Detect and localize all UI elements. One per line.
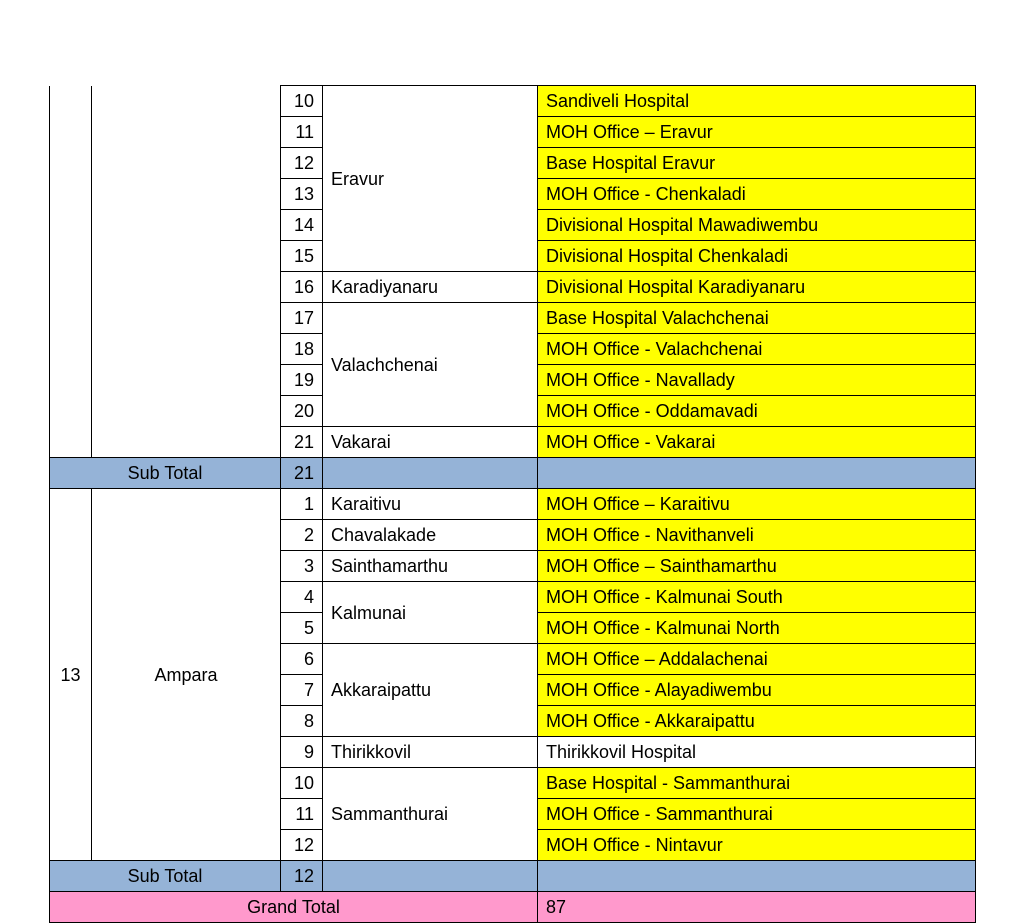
subtotal-label: Sub Total — [50, 861, 281, 892]
facility-name-cell: MOH Office - Sammanthurai — [538, 799, 976, 830]
facility-name-cell: MOH Office - Akkaraipattu — [538, 706, 976, 737]
facility-name-cell: MOH Office - Kalmunai North — [538, 613, 976, 644]
facility-name-cell: Divisional Hospital Karadiyanaru — [538, 272, 976, 303]
row-number-cell: 10 — [281, 768, 323, 799]
row-number-cell: 6 — [281, 644, 323, 675]
division-name-cell: Valachchenai — [323, 303, 538, 427]
row-number-cell: 18 — [281, 334, 323, 365]
facility-name-cell: MOH Office – Addalachenai — [538, 644, 976, 675]
row-number-cell: 3 — [281, 551, 323, 582]
row-number-cell: 9 — [281, 737, 323, 768]
grand-total-label: Grand Total — [50, 892, 538, 923]
subtotal-spacer-cell — [538, 861, 976, 892]
division-name-cell: Sammanthurai — [323, 768, 538, 861]
division-name-cell: Vakarai — [323, 427, 538, 458]
district-serial-cell: 13 — [50, 489, 92, 861]
facility-name-cell: MOH Office - Oddamavadi — [538, 396, 976, 427]
facility-name-cell: MOH Office - Navallady — [538, 365, 976, 396]
subtotal-spacer-cell — [323, 458, 538, 489]
row-number-cell: 7 — [281, 675, 323, 706]
division-name-cell: Thirikkovil — [323, 737, 538, 768]
facility-name-cell: Sandiveli Hospital — [538, 86, 976, 117]
row-number-cell: 10 — [281, 86, 323, 117]
table-row — [50, 86, 976, 117]
subtotal-spacer-cell — [538, 458, 976, 489]
facility-name-cell: Divisional Hospital Mawadiwembu — [538, 210, 976, 241]
facilities-table — [49, 85, 976, 923]
facility-name-cell: MOH Office - Kalmunai South — [538, 582, 976, 613]
row-number-cell: 8 — [281, 706, 323, 737]
district-serial-cell — [50, 86, 92, 458]
facility-name-cell: MOH Office - Alayadiwembu — [538, 675, 976, 706]
facility-name-cell: MOH Office – Eravur — [538, 117, 976, 148]
row-number-cell: 14 — [281, 210, 323, 241]
division-name-cell: Eravur — [323, 86, 538, 272]
district-name-cell: Ampara — [92, 489, 281, 861]
division-name-cell: Chavalakade — [323, 520, 538, 551]
division-name-cell: Karaitivu — [323, 489, 538, 520]
subtotal-value: 12 — [281, 861, 323, 892]
grand-total-value: 87 — [538, 892, 976, 923]
subtotal-value: 21 — [281, 458, 323, 489]
table-row — [50, 489, 976, 520]
facility-name-cell: Thirikkovil Hospital — [538, 737, 976, 768]
grand-total-row — [50, 892, 976, 923]
facility-name-cell: MOH Office - Nintavur — [538, 830, 976, 861]
row-number-cell: 5 — [281, 613, 323, 644]
row-number-cell: 11 — [281, 799, 323, 830]
row-number-cell: 12 — [281, 830, 323, 861]
facility-name-cell: Base Hospital Valachchenai — [538, 303, 976, 334]
row-number-cell: 4 — [281, 582, 323, 613]
facility-name-cell: MOH Office - Vakarai — [538, 427, 976, 458]
subtotal-label: Sub Total — [50, 458, 281, 489]
subtotal-spacer-cell — [323, 861, 538, 892]
subtotal-row — [50, 458, 976, 489]
division-name-cell: Karadiyanaru — [323, 272, 538, 303]
division-name-cell: Sainthamarthu — [323, 551, 538, 582]
facility-name-cell: Base Hospital Eravur — [538, 148, 976, 179]
row-number-cell: 2 — [281, 520, 323, 551]
row-number-cell: 12 — [281, 148, 323, 179]
facility-name-cell: MOH Office – Karaitivu — [538, 489, 976, 520]
subtotal-row — [50, 861, 976, 892]
facility-name-cell: MOH Office - Valachchenai — [538, 334, 976, 365]
division-name-cell: Kalmunai — [323, 582, 538, 644]
row-number-cell: 15 — [281, 241, 323, 272]
row-number-cell: 11 — [281, 117, 323, 148]
row-number-cell: 20 — [281, 396, 323, 427]
row-number-cell: 1 — [281, 489, 323, 520]
row-number-cell: 17 — [281, 303, 323, 334]
district-name-cell — [92, 86, 281, 458]
facility-name-cell: MOH Office - Navithanveli — [538, 520, 976, 551]
row-number-cell: 13 — [281, 179, 323, 210]
facilities-table-body — [50, 86, 976, 923]
facility-name-cell: MOH Office – Sainthamarthu — [538, 551, 976, 582]
row-number-cell: 21 — [281, 427, 323, 458]
row-number-cell: 16 — [281, 272, 323, 303]
facility-name-cell: Divisional Hospital Chenkaladi — [538, 241, 976, 272]
facility-name-cell: MOH Office - Chenkaladi — [538, 179, 976, 210]
facility-name-cell: Base Hospital - Sammanthurai — [538, 768, 976, 799]
division-name-cell: Akkaraipattu — [323, 644, 538, 737]
row-number-cell: 19 — [281, 365, 323, 396]
